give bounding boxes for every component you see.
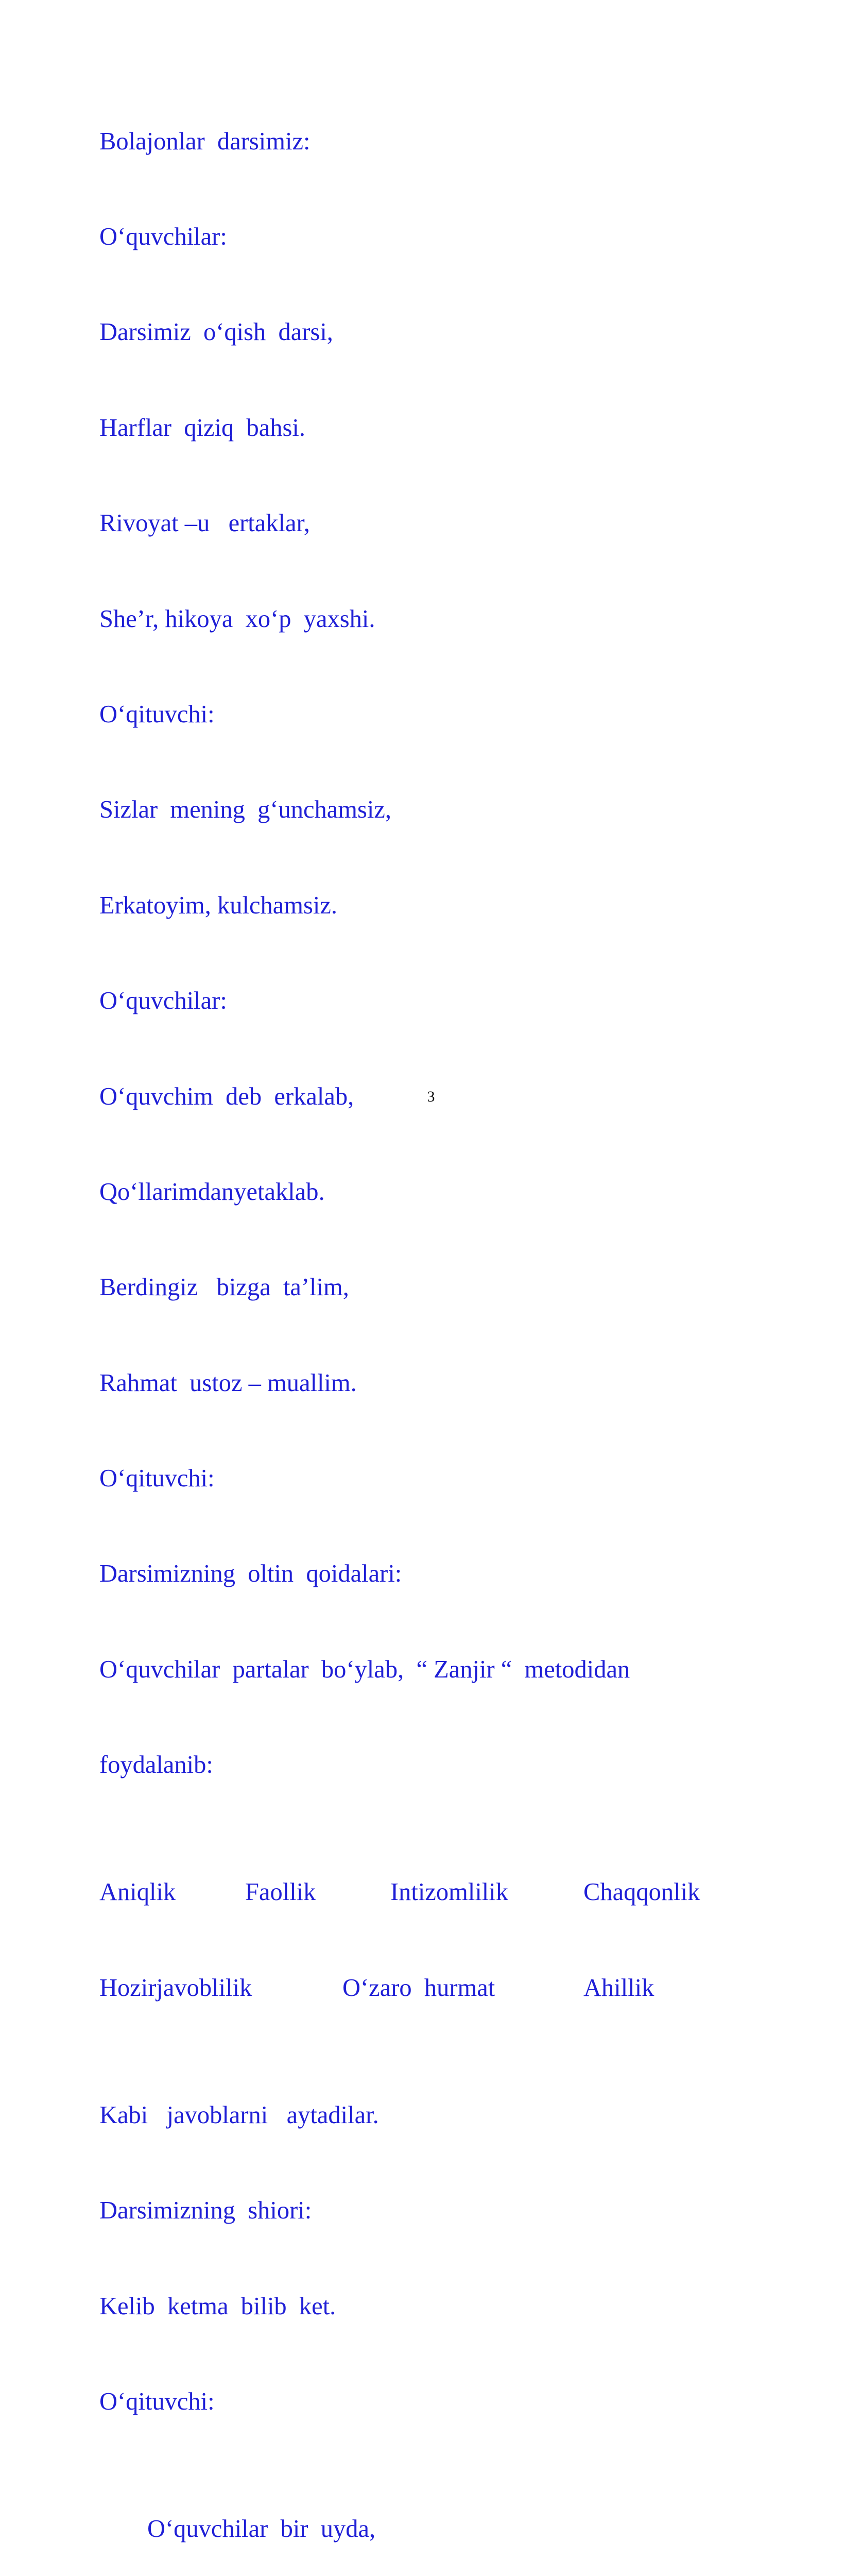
speaker-label: O‘quvchilar:: [99, 223, 227, 250]
text-line: Rahmat ustoz – muallim.: [99, 1369, 357, 1397]
text-line: She’r, hikoya xo‘p yaxshi.: [99, 605, 375, 633]
text-line: Erkatoyim, kulchamsiz.: [99, 891, 337, 919]
rules-row: [99, 1972, 748, 2004]
text-line: O‘quvchim deb erkalab,: [99, 1082, 354, 1110]
speaker-label: O‘quvchilar:: [99, 987, 227, 1015]
text-line: O‘quvchilar partalar bo‘ylab, “ Zanjir “ metodidan: [99, 1655, 630, 1683]
rule-word: O‘zaro hurmat: [342, 1974, 495, 2002]
rule-word: Faollik: [245, 1878, 316, 1906]
text-line: Qo‘llarimdanyetaklab.: [99, 1178, 325, 1206]
rule-word: Chaqqonlik: [583, 1878, 700, 1906]
text-line: Darsimiz o‘qish darsi,: [99, 318, 333, 346]
text-line: Darsimizning shiori:: [99, 2197, 312, 2225]
speaker-label: O‘qituvchi:: [99, 1465, 215, 1493]
page-number: 3: [427, 1088, 435, 1105]
speaker-label: O‘qituvchi:: [99, 2388, 215, 2416]
document-body: [99, 62, 748, 2576]
rule-word: Hozirjavoblilik: [99, 1974, 252, 2002]
rule-word: Intizomlilik: [390, 1878, 509, 1906]
rule-word: Aniqlik: [99, 1878, 176, 1906]
speaker-label: O‘qituvchi:: [99, 700, 215, 728]
text-line: foydalanib:: [99, 1751, 213, 1779]
text-line: Bolajonlar darsimiz:: [99, 127, 311, 155]
text-line: Harflar qiziq bahsi.: [99, 414, 305, 442]
poem-line: O‘quvchilar bir uyda,: [147, 2515, 376, 2543]
rules-row: [99, 1876, 748, 1908]
rule-word: Ahillik: [583, 1974, 654, 2002]
text-line: Berdingiz bizga ta’lim,: [99, 1274, 349, 1301]
text-line: Sizlar mening g‘unchamsiz,: [99, 796, 392, 824]
text-line: Darsimizning oltin qoidalari:: [99, 1560, 402, 1588]
text-line: Kelib ketma bilib ket.: [99, 2292, 336, 2320]
text-line: Kabi javoblarni aytadilar.: [99, 2102, 379, 2129]
text-line: Rivoyat –u ertaklar,: [99, 510, 310, 537]
